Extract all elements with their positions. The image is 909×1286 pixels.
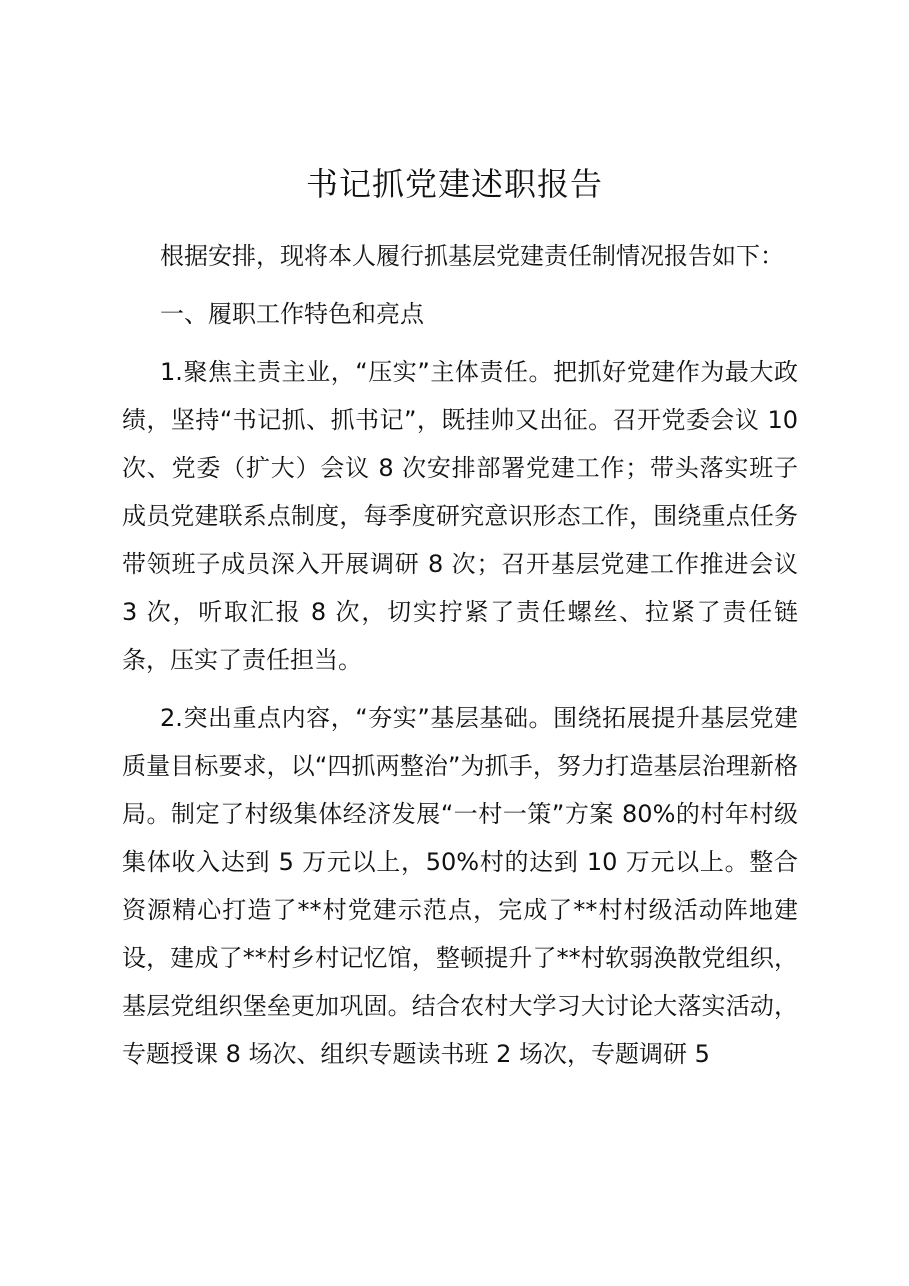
paragraph-1: 1.聚焦主责主业，“压实”主体责任。把抓好党建作为最大政绩，坚持“书记抓、抓书记”，既挂帅又出征。召开党委会议 10 次、党委（扩大）会议 8 次安排部署党建工作；带头落实班子成员党建联系点制度，每季度研究意识形态工作，围绕重点任务带领班子成员深入开展调研 8 次；召开基层党建工作推进会议 3 次，听取汇报 8 次，切实拧紧了责任螺丝、拉紧了责任链条，压实了责任担当。	[122, 358, 798, 674]
document-title: 书记抓党建述职报告	[305, 165, 603, 203]
paragraph-2: 2.突出重点内容，“夯实”基层基础。围绕拓展提升基层党建质量目标要求，以“四抓两整治”为抓手，努力打造基层治理新格局。制定了村级集体经济发展“一村一策”方案 80%的村年村级集体收入达到 5 万元以上，50%村的达到 10 万元以上。整合资源精心打造了**村党建示范点，完成了**村村级活动阵地建设，建成了**村乡村记忆馆，整顿提升了**村软弱涣散党组织，基层党组织堡垒更加巩固。结合农村大学习大讨论大落实活动，专题授课 8 场次、组织专题读书班 2 场次，专题调研 5	[122, 704, 798, 1068]
intro-paragraph: 根据安排，现将本人履行抓基层党建责任制情况报告如下：	[160, 242, 784, 270]
section-heading: 一、履职工作特色和亮点	[160, 300, 424, 328]
document-body	[122, 232, 798, 1088]
